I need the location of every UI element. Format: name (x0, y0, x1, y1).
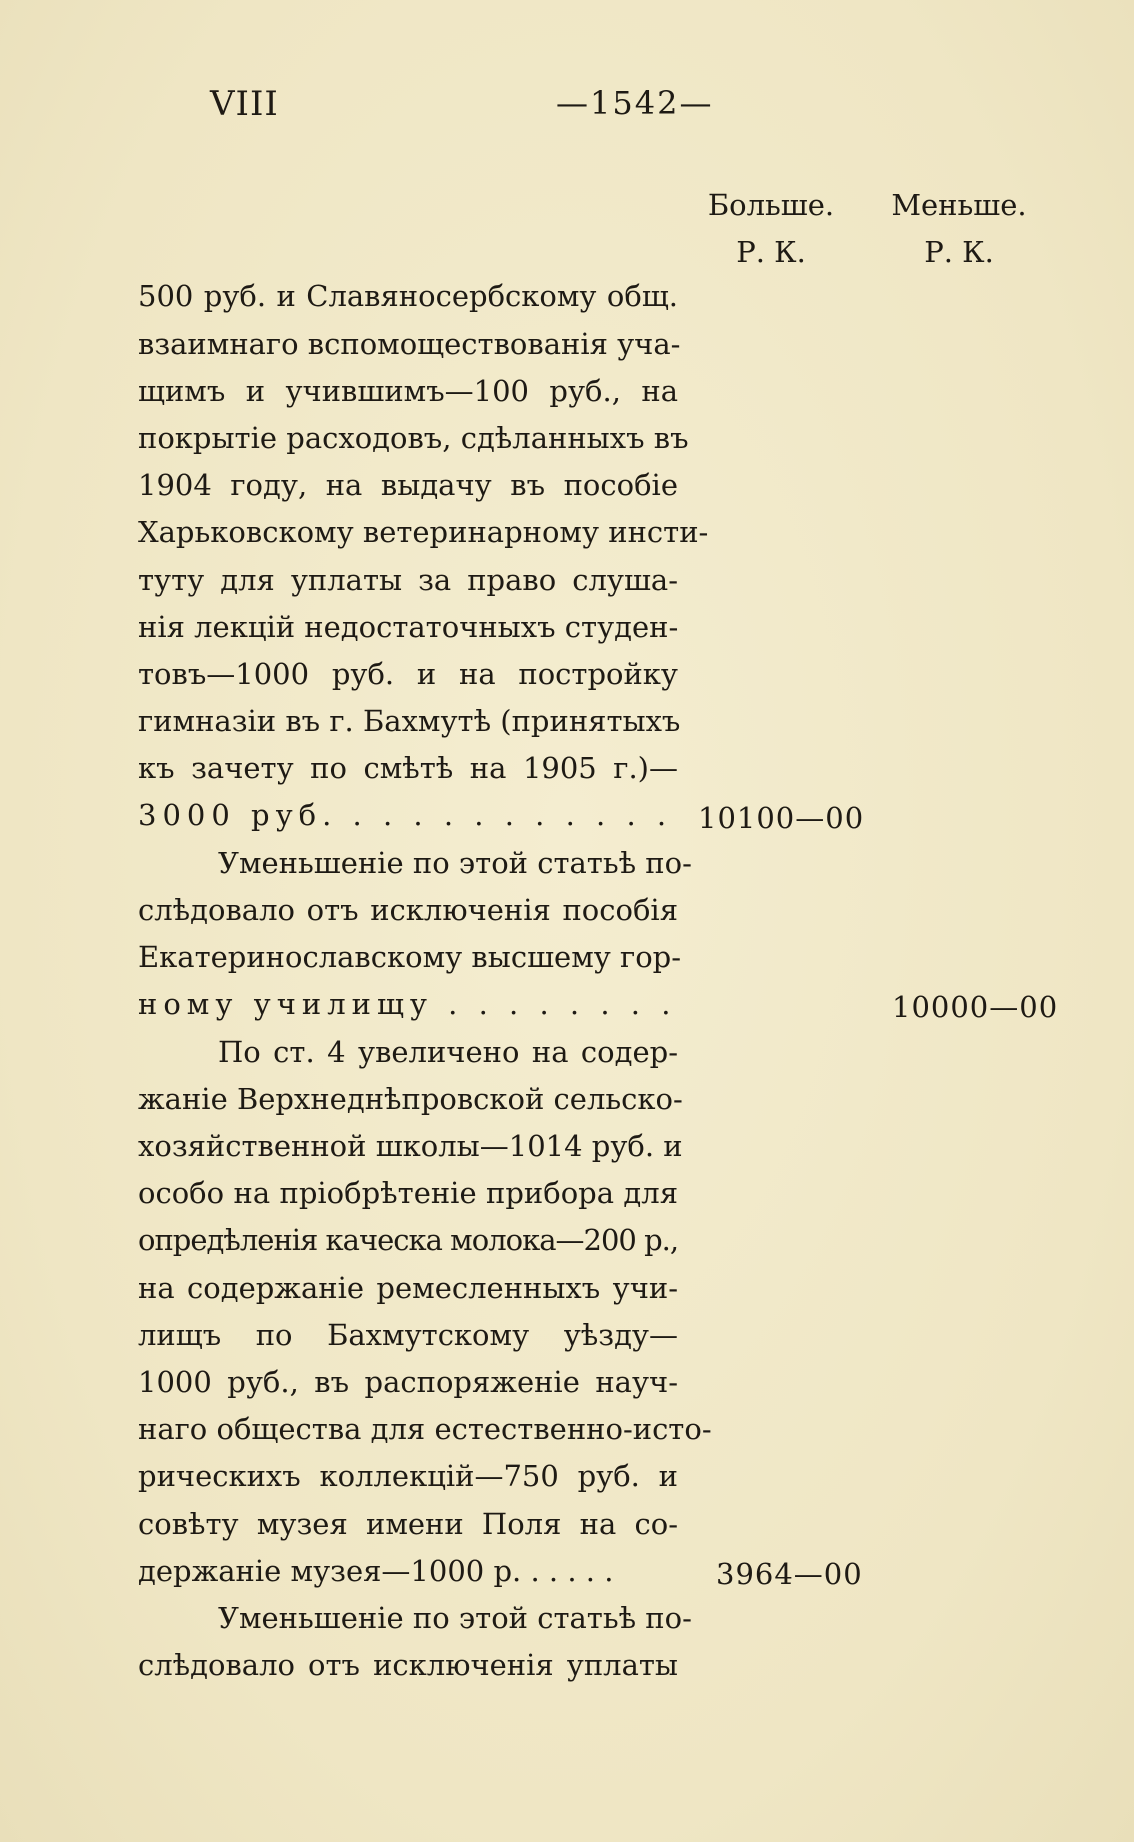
text-line: къ зачету по смѣтѣ на 1905 г.)— (138, 751, 678, 785)
text-line: ному училищу . . . . . . . . (138, 987, 677, 1021)
text-line: 1000 руб., въ распоряженіе науч- (138, 1365, 678, 1399)
text-line: 3000 руб. . . . . . . . . . . . (138, 798, 673, 832)
text-line: опредѣленія каческа молока—200 р., (138, 1223, 679, 1257)
text-line: товъ—1000 руб. и на постройку (138, 657, 678, 691)
text-line: хозяйственной школы—1014 руб. и (138, 1129, 683, 1163)
text-line: Екатеринославскому высшему гор- (138, 940, 682, 974)
amount-more: 10100—00 (698, 801, 865, 835)
text-line: покрытіе расходовъ, сдѣланныхъ въ (138, 421, 689, 455)
text-line: слѣдовало отъ исключенія пособія (138, 893, 678, 927)
column-less-units: Р. К. (924, 235, 994, 269)
text-line: 500 руб. и Славяносербскому общ. (138, 279, 678, 313)
text-line: лищъ по Бахмутскому уѣзду— (138, 1318, 678, 1352)
text-line: Харьковскому ветеринарному инсти- (138, 515, 709, 549)
text-line: на содержаніе ремесленныхъ учи- (138, 1271, 678, 1305)
amount-more: 3964—00 (716, 1557, 863, 1591)
text-line: 1904 году, на выдачу въ пособіе (138, 468, 678, 502)
text-line: По ст. 4 увеличено на содер- (218, 1035, 678, 1069)
text-line: Уменьшеніе по этой статьѣ по- (218, 846, 692, 880)
text-line: совѣту музея имени Поля на со- (138, 1507, 678, 1541)
text-line: Уменьшеніе по этой статьѣ по- (218, 1601, 692, 1635)
text-line: жаніе Верхнеднѣпровской сельско- (138, 1082, 683, 1116)
text-line: особо на пріобрѣтеніе прибора для (138, 1176, 678, 1210)
page-number: —1542— (556, 84, 714, 122)
amount-less: 10000—00 (892, 990, 1059, 1024)
text-line: рическихъ коллекцій—750 руб. и (138, 1459, 678, 1493)
column-less-label: Меньше. (891, 188, 1027, 222)
column-more-label: Больше. (707, 188, 835, 222)
text-line: слѣдовало отъ исключенія уплаты (138, 1648, 678, 1682)
text-line: держаніе музея—1000 р. . . . . . (138, 1554, 614, 1588)
text-line: наго общества для естественно-исто- (138, 1412, 712, 1446)
text-line: щимъ и учившимъ—100 руб., на (138, 374, 678, 408)
section-number: VIII (210, 84, 279, 124)
text-line: нія лекцій недостаточныхъ студен- (138, 610, 679, 644)
text-line: гимназіи въ г. Бахмутѣ (принятыхъ (138, 704, 681, 738)
text-line: туту для уплаты за право слуша- (138, 563, 678, 597)
text-line: взаимнаго вспомоществованія уча- (138, 327, 681, 361)
column-more-units: Р. К. (736, 235, 806, 269)
